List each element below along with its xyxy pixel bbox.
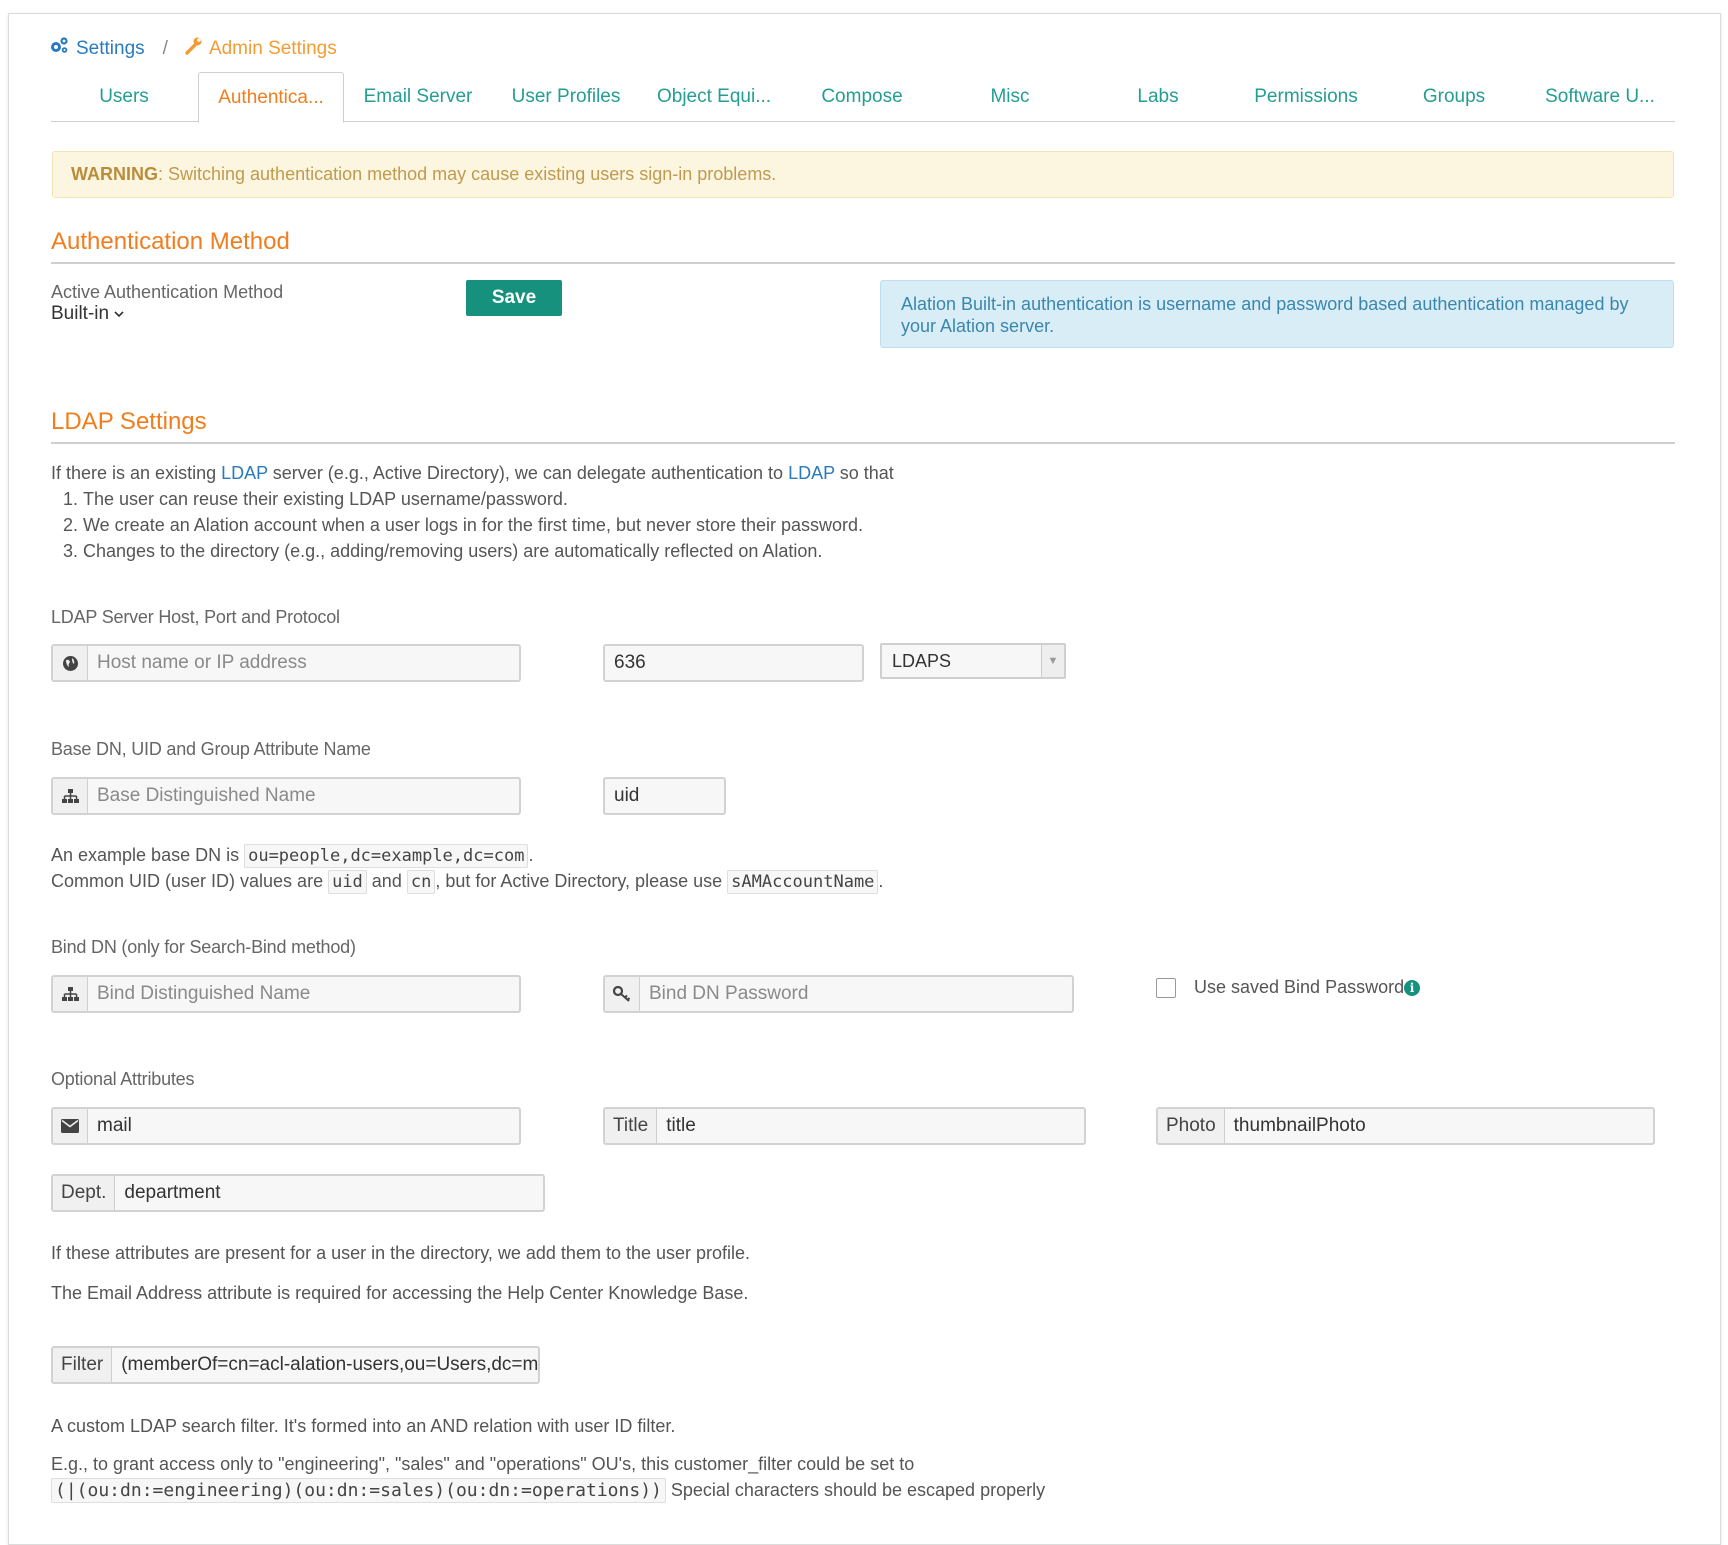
example-text: and (366, 871, 407, 891)
port-input-group (603, 644, 864, 682)
port-input[interactable]: 636 (614, 652, 646, 673)
basedn-input[interactable]: Base Distinguished Name (97, 785, 316, 806)
ldap-settings-heading: LDAP Settings (51, 408, 1675, 444)
dept-input-group (51, 1174, 545, 1212)
bind-section-label: Bind DN (only for Search-Bind method) (51, 937, 356, 957)
sitemap-icon (53, 779, 88, 813)
warning-text: : Switching authentication method may cause existing users sign-in problems. (158, 164, 777, 184)
breadcrumb (49, 36, 337, 61)
protocol-select-value: LDAPS (892, 651, 952, 671)
filter-example-intro: E.g., to grant access only to "engineering", "sales" and "operations" OU's, this customer_filter could be set to (51, 1454, 915, 1474)
protocol-select[interactable] (880, 643, 1066, 679)
host-section-label: LDAP Server Host, Port and Protocol (51, 607, 340, 627)
filter-input[interactable]: (memberOf=cn=acl-alation-users,ou=Users,dc=m (121, 1354, 538, 1375)
cn-code: cn (407, 870, 435, 894)
tab-permissions[interactable]: Permissions (1254, 86, 1358, 107)
basedn-example-line1 (51, 842, 1651, 869)
gears-icon (49, 36, 70, 61)
info-icon[interactable]: i (1404, 979, 1420, 997)
save-button[interactable]: Save (466, 280, 562, 316)
envelope-icon (53, 1109, 88, 1143)
example-text: An example base DN is (51, 845, 245, 865)
filter-note: A custom LDAP search filter. It's formed into an AND relation with user ID filter. (51, 1416, 676, 1436)
basedn-section-label: Base DN, UID and Group Attribute Name (51, 739, 371, 759)
filter-addon: Filter (53, 1348, 112, 1382)
auth-info-box: Alation Built-in authentication is username and password based authentication managed by your Alation server. (880, 280, 1674, 348)
bind-dn-input-group (51, 975, 521, 1013)
photo-input[interactable]: thumbnailPhoto (1233, 1115, 1366, 1136)
breadcrumb-admin-settings[interactable]: Admin Settings (208, 37, 337, 59)
ldap-step: 1. The user can reuse their existing LDAP username/password. (83, 486, 1651, 512)
attr-note-2: The Email Address attribute is required for accessing the Help Center Knowledge Base. (51, 1283, 749, 1303)
tab-authentication[interactable]: Authentica... (198, 72, 344, 123)
photo-input-group (1156, 1107, 1655, 1145)
warning-alert (52, 151, 1674, 198)
host-input-group (51, 644, 521, 682)
filter-input-group (51, 1346, 540, 1384)
active-auth-label: Active Authentication Method (51, 282, 284, 302)
attr-note-1: If these attributes are present for a user in the directory, we add them to the user profile. (51, 1243, 751, 1263)
select-caret-icon: ▼ (1041, 645, 1064, 677)
mail-input[interactable]: mail (97, 1115, 132, 1136)
tab-groups[interactable]: Groups (1422, 86, 1486, 107)
active-auth-value: Built-in (51, 303, 110, 324)
wrench-icon (184, 36, 203, 61)
ldap-intro-part3: so that (834, 463, 894, 483)
tab-users[interactable]: Users (99, 86, 149, 107)
filter-example-code: (|(ou:dn:=engineering)(ou:dn:=sales)(ou:dn:=operations)) (51, 1478, 666, 1503)
ldap-intro (51, 460, 1651, 486)
photo-addon: Photo (1158, 1109, 1225, 1143)
basedn-input-group (51, 777, 521, 815)
tab-compose[interactable]: Compose (821, 86, 903, 107)
samaccountname-code: sAMAccountName (727, 870, 878, 894)
optional-section-label: Optional Attributes (51, 1069, 195, 1089)
ldap-intro-part1: If there is an existing (51, 463, 222, 483)
uid-input[interactable]: uid (614, 785, 640, 806)
globe-icon (53, 646, 88, 680)
auth-method-heading: Authentication Method (51, 228, 1675, 264)
key-icon (605, 977, 640, 1011)
tab-labs[interactable]: Labs (1137, 86, 1179, 107)
example-text: Common UID (user ID) values are (51, 871, 329, 891)
basedn-example-line2 (51, 868, 1651, 895)
example-text: , but for Active Directory, please use (435, 871, 728, 891)
dept-input[interactable]: department (124, 1182, 221, 1203)
host-input[interactable]: Host name or IP address (97, 652, 307, 673)
title-addon: Title (605, 1109, 657, 1143)
ldap-step: 3. Changes to the directory (e.g., adding/removing users) are automatically reflected on Alation. (83, 538, 1651, 564)
filter-example-line (51, 1477, 1691, 1504)
uid-input-group (603, 777, 726, 815)
use-saved-bind-password-checkbox[interactable] (1156, 978, 1176, 998)
ldap-step: 2. We create an Alation account when a user logs in for the first time, but never store their password. (83, 512, 1651, 538)
example-text: . (878, 871, 884, 891)
example-basedn-code: ou=people,dc=example,dc=com (244, 844, 528, 868)
chevron-down-icon (113, 303, 125, 325)
ldap-steps (51, 486, 1651, 564)
bind-dn-input[interactable]: Bind Distinguished Name (97, 983, 311, 1004)
breadcrumb-separator: / (162, 37, 168, 59)
active-auth-dropdown[interactable] (51, 303, 125, 325)
use-saved-bind-password (1156, 977, 1404, 998)
warning-strong: WARNING (71, 164, 158, 184)
settings-tabs (51, 72, 1675, 122)
uid-code: uid (328, 870, 367, 894)
ldap-intro-part2: server (e.g., Active Directory), we can delegate authentication to (267, 463, 789, 483)
example-text: . (528, 845, 534, 865)
ldap-link-2[interactable]: LDAP (788, 463, 835, 483)
dept-addon: Dept. (53, 1176, 115, 1210)
tab-misc[interactable]: Misc (990, 86, 1030, 107)
bind-password-input-group (603, 975, 1074, 1013)
sitemap-icon (53, 977, 88, 1011)
mail-input-group (51, 1107, 521, 1145)
tab-object-equivalence[interactable]: Object Equi... (656, 86, 772, 107)
title-input[interactable]: title (666, 1115, 696, 1136)
bind-password-input[interactable]: Bind DN Password (649, 983, 809, 1004)
ldap-link-1[interactable]: LDAP (221, 463, 268, 483)
tab-user-profiles[interactable]: User Profiles (511, 86, 621, 107)
breadcrumb-settings-link[interactable]: Settings (76, 37, 145, 59)
tab-email-server[interactable]: Email Server (363, 86, 473, 107)
title-input-group (603, 1107, 1086, 1145)
use-saved-bind-password-label: Use saved Bind Password (1194, 977, 1405, 997)
tab-software-updates[interactable]: Software U... (1545, 86, 1655, 107)
filter-example-post: Special characters should be escaped properly (665, 1480, 1046, 1500)
